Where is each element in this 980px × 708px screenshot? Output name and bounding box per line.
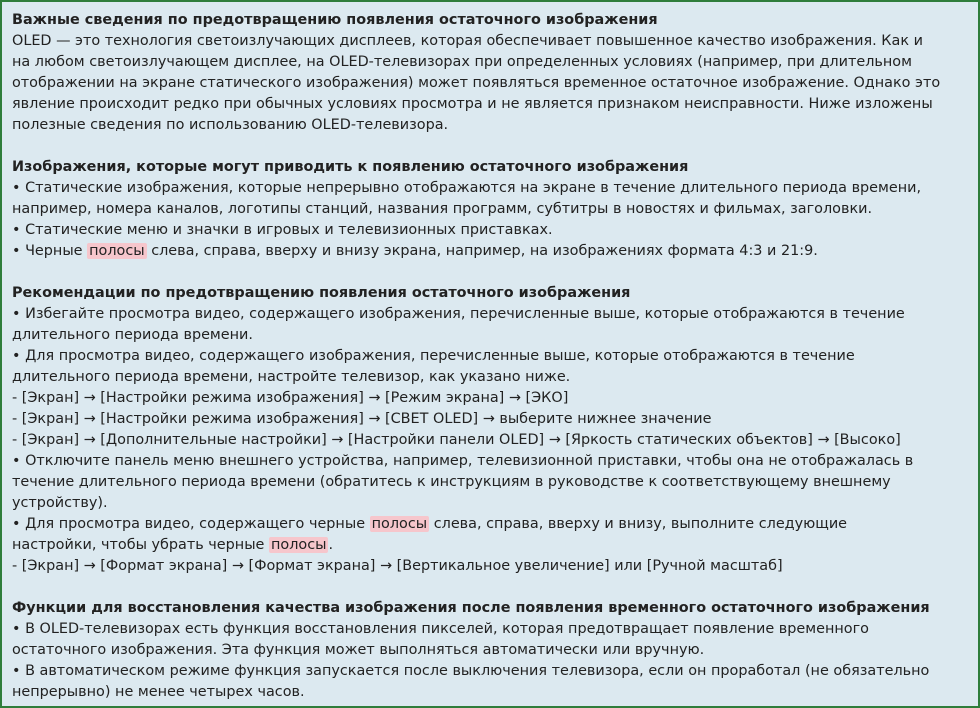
text-line: длительного периода времени, настройте телевизор, как указано ниже.	[12, 369, 571, 385]
text-line: остаточного изображения. Эта функция может выполняться автоматически или вручную.	[12, 642, 705, 658]
text-segment: настройки, чтобы убрать черные	[12, 537, 269, 553]
menu-path-line: - [Экран] → [Настройки режима изображения] → [СВЕТ OLED] → выберите нижнее значение	[12, 411, 712, 427]
section-recommendations	[12, 283, 968, 577]
text-line: OLED — это технология светоизлучающих дисплеев, которая обеспечивает повышенное качество изображения. Как и	[12, 33, 923, 49]
text-line-with-highlight	[12, 514, 968, 535]
text-line: например, номера каналов, логотипы станций, названия программ, субтитры в новостях и фильмах, заголовки.	[12, 201, 873, 217]
section-recovery	[12, 598, 968, 703]
text-line: • Отключите панель меню внешнего устройства, например, телевизионной приставки, чтобы она не отображалась в	[12, 453, 914, 469]
text-line: • Статические меню и значки в игровых и телевизионных приставках.	[12, 222, 553, 238]
text-line: на любом светоизлучающем дисплее, на OLED-телевизорах при определенных условиях (например, при длительном	[12, 54, 912, 70]
section-heading: Изображения, которые могут приводить к появлению остаточного изображения	[12, 159, 689, 175]
text-segment: • Для просмотра видео, содержащего черные	[12, 516, 370, 532]
text-line: • Статические изображения, которые непрерывно отображаются на экране в течение длительного периода времени,	[12, 180, 922, 196]
text-segment: слева, справа, вверху и внизу, выполните следующие	[429, 516, 848, 532]
text-line: • В OLED-телевизорах есть функция восстановления пикселей, которая предотвращает появление временного	[12, 621, 869, 637]
menu-path-line: - [Экран] → [Настройки режима изображения] → [Режим экрана] → [ЭКО]	[12, 390, 569, 406]
text-line: длительного периода времени.	[12, 327, 253, 343]
text-line: течение длительного периода времени (обратитесь к инструкциям в руководстве к соответствующему внешнему	[12, 474, 891, 490]
menu-path-line: - [Экран] → [Дополнительные настройки] → [Настройки панели OLED] → [Яркость статических объектов] → [Высоко]	[12, 432, 901, 448]
section-causes	[12, 157, 968, 262]
section-heading: Важные сведения по предотвращению появления остаточного изображения	[12, 12, 658, 28]
text-line-with-highlight	[12, 535, 968, 556]
section-intro	[12, 10, 968, 136]
text-segment: слева, справа, вверху и внизу экрана, например, на изображениях формата 4:3 и 21:9.	[146, 243, 818, 259]
text-line: • В автоматическом режиме функция запускается после выключения телевизора, если он проработал (не обязательно	[12, 663, 930, 679]
search-highlight: полосы	[371, 516, 428, 532]
section-heading: Рекомендации по предотвращению появления остаточного изображения	[12, 285, 631, 301]
text-line: • Для просмотра видео, содержащего изображения, перечисленные выше, которые отображаются в течение	[12, 348, 855, 364]
text-line: • Избегайте просмотра видео, содержащего изображения, перечисленные выше, которые отображаются в течение	[12, 306, 905, 322]
text-line: непрерывно) не менее четырех часов.	[12, 684, 305, 700]
search-highlight: полосы	[89, 243, 145, 259]
text-line: явление происходит редко при обычных условиях просмотра и не является признаком неисправности. Ниже изложены	[12, 96, 933, 112]
text-line: полезные сведения по использованию OLED-телевизора.	[12, 117, 449, 133]
text-line: отображении на экране статического изображения) может появляться временное остаточное изображение. Однако это	[12, 75, 941, 91]
text-line: устройству).	[12, 495, 108, 511]
menu-path-line: - [Экран] → [Формат экрана] → [Формат экрана] → [Вертикальное увеличение] или [Ручной масштаб]	[12, 558, 783, 574]
text-line-with-highlight	[12, 241, 968, 262]
search-highlight: полосы	[270, 537, 327, 553]
text-segment: .	[328, 537, 334, 553]
text-segment: • Черные	[12, 243, 88, 259]
section-heading: Функции для восстановления качества изображения после появления временного остаточного изображения	[12, 600, 930, 616]
